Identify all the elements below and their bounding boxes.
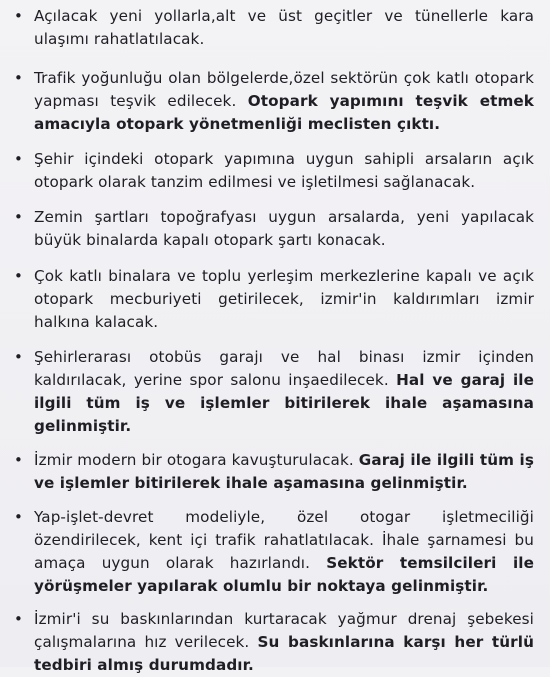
bullet-icon: • [14, 208, 23, 226]
list-item-plain: İzmir modern bir otogara kavuşturulacak. [34, 451, 354, 469]
list-item-plain: Şehirlerarası otobüs garajı ve hal binası izmir içinden kaldırılacak, yerine spor salonu inşaedilecek. [34, 348, 534, 389]
bullet-icon: • [14, 610, 23, 628]
bullet-icon: • [14, 7, 23, 25]
list-item-bold: Garaj ile ilgili tüm iş ve işlemler bitirilerek ihale aşamasına gelinmiştir. [34, 451, 534, 492]
list-item-plain: Çok katlı binalara ve toplu yerleşim merkezlerine kapalı ve açık otopark mecburiyeti getirilecek, izmir'in kaldırımları izmir halkına kalacak. [34, 267, 534, 331]
list-item-plain: Açılacak yeni yollarla,alt ve üst geçitler ve tünellerle kara ulaşımı rahatlatılacak. [34, 7, 534, 48]
list-item-bold: Su baskınlarına karşı her türlü tedbiri almış durumdadır. [34, 633, 534, 674]
bullet-icon: • [14, 267, 23, 285]
list-item-text [34, 265, 534, 334]
list-item-text [34, 5, 534, 51]
list-item-plain: Trafik yoğunluğu olan bölgelerde,özel sektörün çok katlı otopark yapması teşvik edilecek. [34, 69, 534, 110]
list-item-text [34, 506, 534, 598]
list-item-bold: Sektör temsilcileri ile yörüşmeler yapılarak olumlu bir noktaya gelinmiştir. [34, 554, 534, 595]
list-item-bold: Otopark yapımını teşvik etmek amacıyla otopark yönetmenliği meclisten çıktı. [34, 92, 534, 133]
list-item-plain: İzmir'i su baskınlarından kurtaracak yağmur drenaj şebekesi çalışmalarına hız verilecek. [34, 610, 534, 651]
list-item-text [34, 148, 534, 194]
bullet-icon: • [14, 508, 23, 526]
bullet-icon: • [14, 348, 23, 366]
bullet-icon: • [14, 451, 23, 469]
list-item-text [34, 449, 534, 495]
list-item-plain: Yap-işlet-devret modeliyle, özel otogar işletmeciliği özendirilecek, kent içi trafik rahatlatılacak. İhale şarnamesi bu amaça uygun olarak hazırlandı. [34, 508, 534, 572]
list-item-text [34, 67, 534, 136]
list-item-bold: Hal ve garaj ile ilgili tüm iş ve işlemler bitirilerek ihale aşamasına gelinmiştir. [34, 371, 534, 435]
list-item-plain: Zemin şartları topoğrafyası uygun arsalarda, yeni yapılacak büyük binalarda kapalı otopark şartı konacak. [34, 208, 534, 249]
list-item-text [34, 206, 534, 252]
list-item-text [34, 346, 534, 438]
list-item-plain: Şehir içindeki otopark yapımına uygun sahipli arsaların açık otopark olarak tanzim edilmesi ve işletilmesi sağlanacak. [34, 150, 534, 191]
bullet-icon: • [14, 69, 23, 87]
bullet-icon: • [14, 150, 23, 168]
